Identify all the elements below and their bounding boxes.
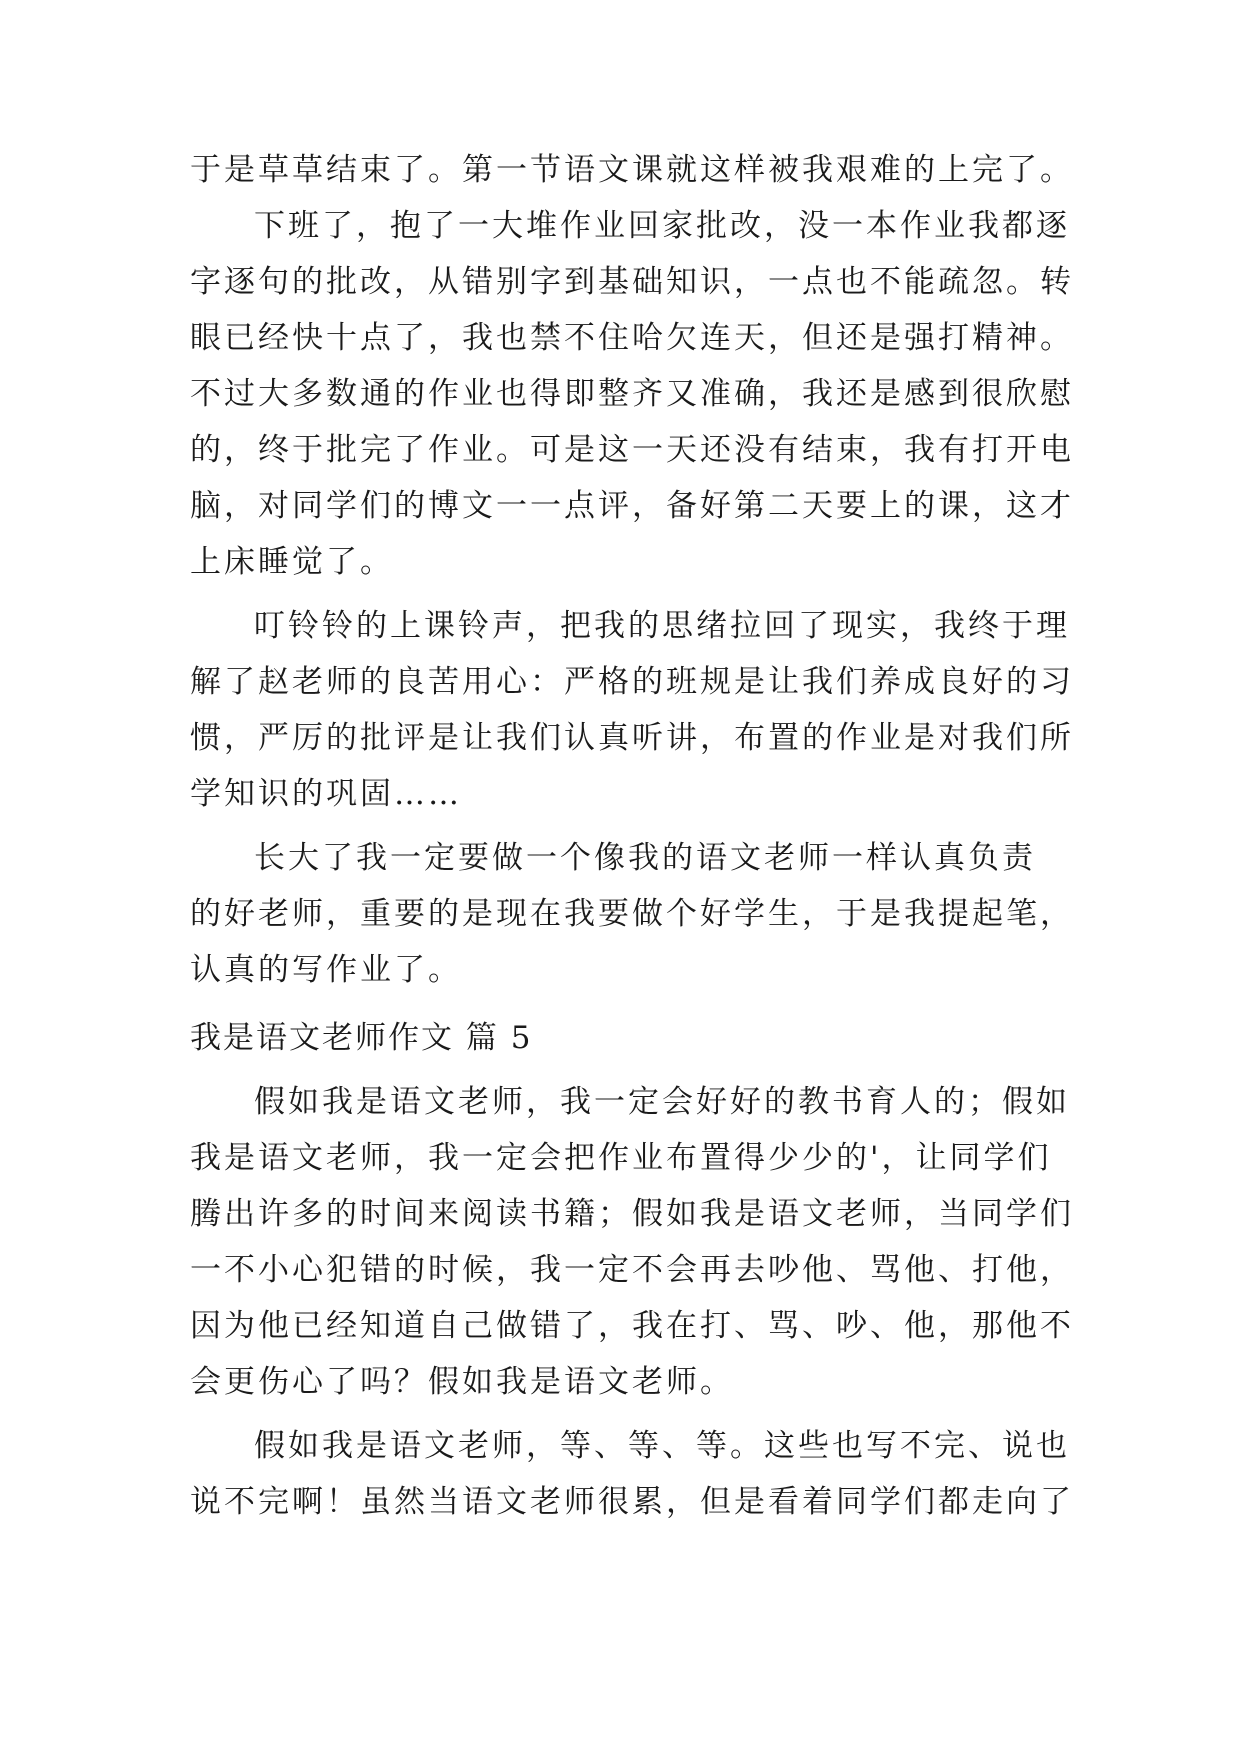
text-line: 会更伤心了吗？假如我是语文老师。 xyxy=(190,1364,734,1400)
text-line: 的，终于批完了作业。可是这一天还没有结束，我有打开电 xyxy=(190,432,1074,468)
paragraph-first-line: 下班了，抱了一大堆作业回家批改，没一本作业我都逐 xyxy=(254,208,1070,244)
text-line: 惯，严厉的批评是让我们认真听讲，布置的作业是对我们所 xyxy=(190,720,1074,756)
text-line: 的好老师，重要的是现在我要做个好学生，于是我提起笔， xyxy=(190,896,1074,932)
text-line: 认真的写作业了。 xyxy=(190,952,462,988)
paragraph-first-line: 长大了我一定要做一个像我的语文老师一样认真负责 xyxy=(254,840,1036,876)
text-line: 说不完啊！虽然当语文老师很累，但是看着同学们都走向了 xyxy=(190,1484,1074,1520)
text-line: 字逐句的批改，从错别字到基础知识，一点也不能疏忽。转 xyxy=(190,264,1074,300)
text-line: 因为他已经知道自己做错了，我在打、骂、吵、他，那他不 xyxy=(190,1308,1074,1344)
paragraph-first-line: 假如我是语文老师，等、等、等。这些也写不完、说也 xyxy=(254,1428,1070,1464)
text-line: 学知识的巩固…… xyxy=(190,776,462,812)
text-line: 腾出许多的时间来阅读书籍；假如我是语文老师，当同学们 xyxy=(190,1196,1074,1232)
text-line: 我是语文老师，我一定会把作业布置得少少的'，让同学们 xyxy=(190,1140,1052,1176)
text-line: 上床睡觉了。 xyxy=(190,544,394,580)
text-line: 脑，对同学们的博文一一点评，备好第二天要上的课，这才 xyxy=(190,488,1074,524)
text-line: 于是草草结束了。第一节语文课就这样被我艰难的上完了。 xyxy=(190,152,1074,188)
text-line: 眼已经快十点了，我也禁不住哈欠连天，但还是强打精神。 xyxy=(190,320,1074,356)
paragraph-first-line: 假如我是语文老师，我一定会好好的教书育人的；假如 xyxy=(254,1084,1070,1120)
section-heading: 我是语文老师作文 篇 5 xyxy=(190,1020,533,1056)
paragraph-first-line: 叮铃铃的上课铃声，把我的思绪拉回了现实，我终于理 xyxy=(254,608,1070,644)
text-line: 解了赵老师的良苦用心：严格的班规是让我们养成良好的习 xyxy=(190,664,1074,700)
text-line: 一不小心犯错的时候，我一定不会再去吵他、骂他、打他， xyxy=(190,1252,1074,1288)
text-line: 不过大多数通的作业也得即整齐又准确，我还是感到很欣慰 xyxy=(190,376,1074,412)
